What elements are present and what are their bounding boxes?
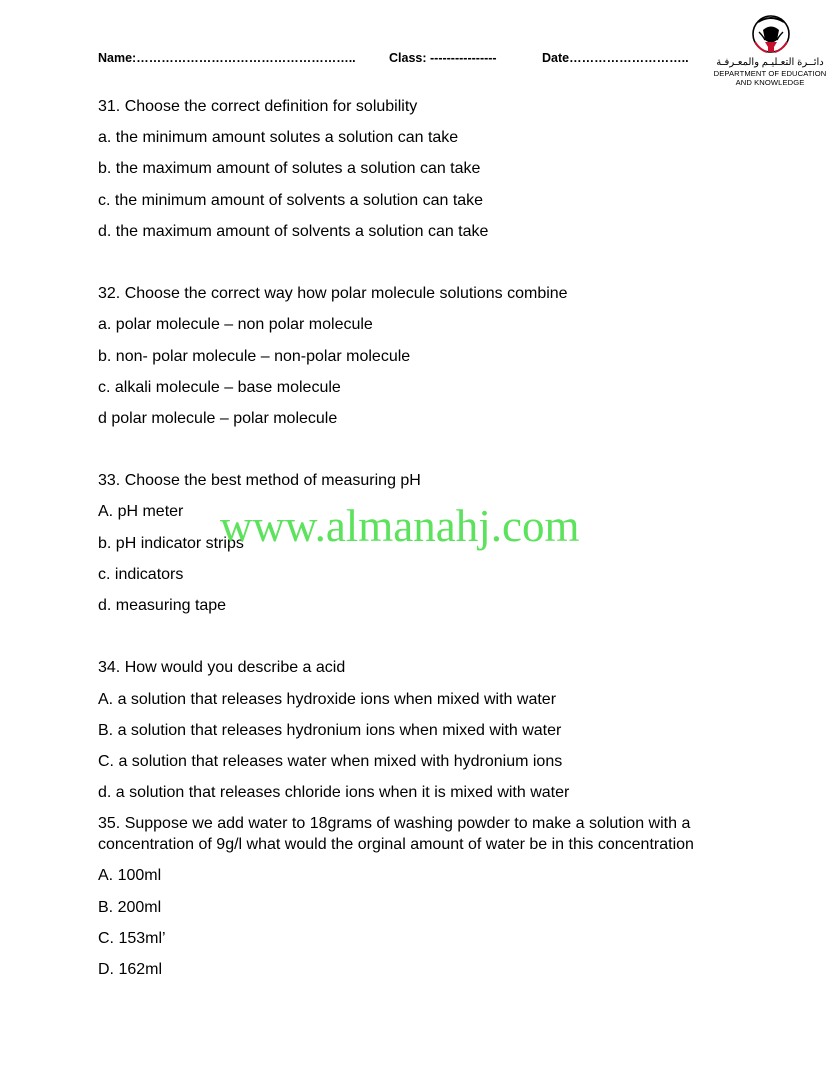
- option-32a: a. polar molecule – non polar molecule: [98, 316, 373, 334]
- option-33b: b. pH indicator strips: [98, 534, 244, 552]
- logo-english-line2: AND KNOWLEDGE: [735, 78, 805, 87]
- option-33a: A. pH meter: [98, 503, 184, 521]
- option-32c: c. alkali molecule – base molecule: [98, 378, 341, 396]
- date-field: Date………………………..: [542, 51, 689, 65]
- watermark-text: www.almanahj.com: [220, 501, 580, 551]
- option-32d: d polar molecule – polar molecule: [98, 409, 338, 427]
- option-31b: b. the maximum amount of solutes a solution can take: [98, 160, 481, 178]
- option-31d: d. the maximum amount of solvents a solution can take: [98, 222, 489, 240]
- option-31a: a. the minimum amount solutes a solution can take: [98, 129, 459, 147]
- department-logo: [708, 12, 832, 88]
- option-34c: C. a solution that releases water when mixed with hydronium ions: [98, 752, 563, 770]
- name-field: Name:……………………………………………..: [98, 51, 356, 65]
- question-33: 33. Choose the best method of measuring pH: [98, 472, 421, 490]
- option-34d: d. a solution that releases chloride ions when it is mixed with water: [98, 784, 570, 802]
- option-35a: A. 100ml: [98, 867, 162, 885]
- class-field: Class: ----------------: [389, 51, 497, 65]
- question-35: 35. Suppose we add water to 18grams of washing powder to make a solution with a concentration of 9g/l what would the orginal amount of water be in this concentration: [98, 815, 694, 853]
- falcon-emblem-icon: [750, 12, 792, 58]
- option-35b: B. 200ml: [98, 898, 162, 916]
- option-34a: A. a solution that releases hydroxide ions when mixed with water: [98, 690, 557, 708]
- spacer: [98, 627, 738, 658]
- option-31c: c. the minimum amount of solvents a solution can take: [98, 191, 484, 209]
- question-34: 34. How would you describe a acid: [98, 659, 346, 677]
- question-32: 32. Choose the correct way how polar molecule solutions combine: [98, 285, 568, 303]
- option-35d: D. 162ml: [98, 960, 163, 978]
- option-33d: d. measuring tape: [98, 597, 227, 614]
- logo-arabic-text: دائــرة التعـليـم والمعـرفـة: [716, 57, 824, 68]
- logo-english-line1: DEPARTMENT OF EDUCATION: [713, 69, 827, 78]
- question-31: 31. Choose the correct definition for solubility: [98, 98, 418, 115]
- spacer: [98, 440, 738, 471]
- option-35c: C. 153ml’: [98, 929, 166, 947]
- option-33c: c. indicators: [98, 565, 184, 583]
- spacer: [98, 253, 738, 284]
- option-32b: b. non- polar molecule – non-polar molecule: [98, 347, 411, 365]
- option-34b: B. a solution that releases hydronium ions when mixed with water: [98, 721, 562, 739]
